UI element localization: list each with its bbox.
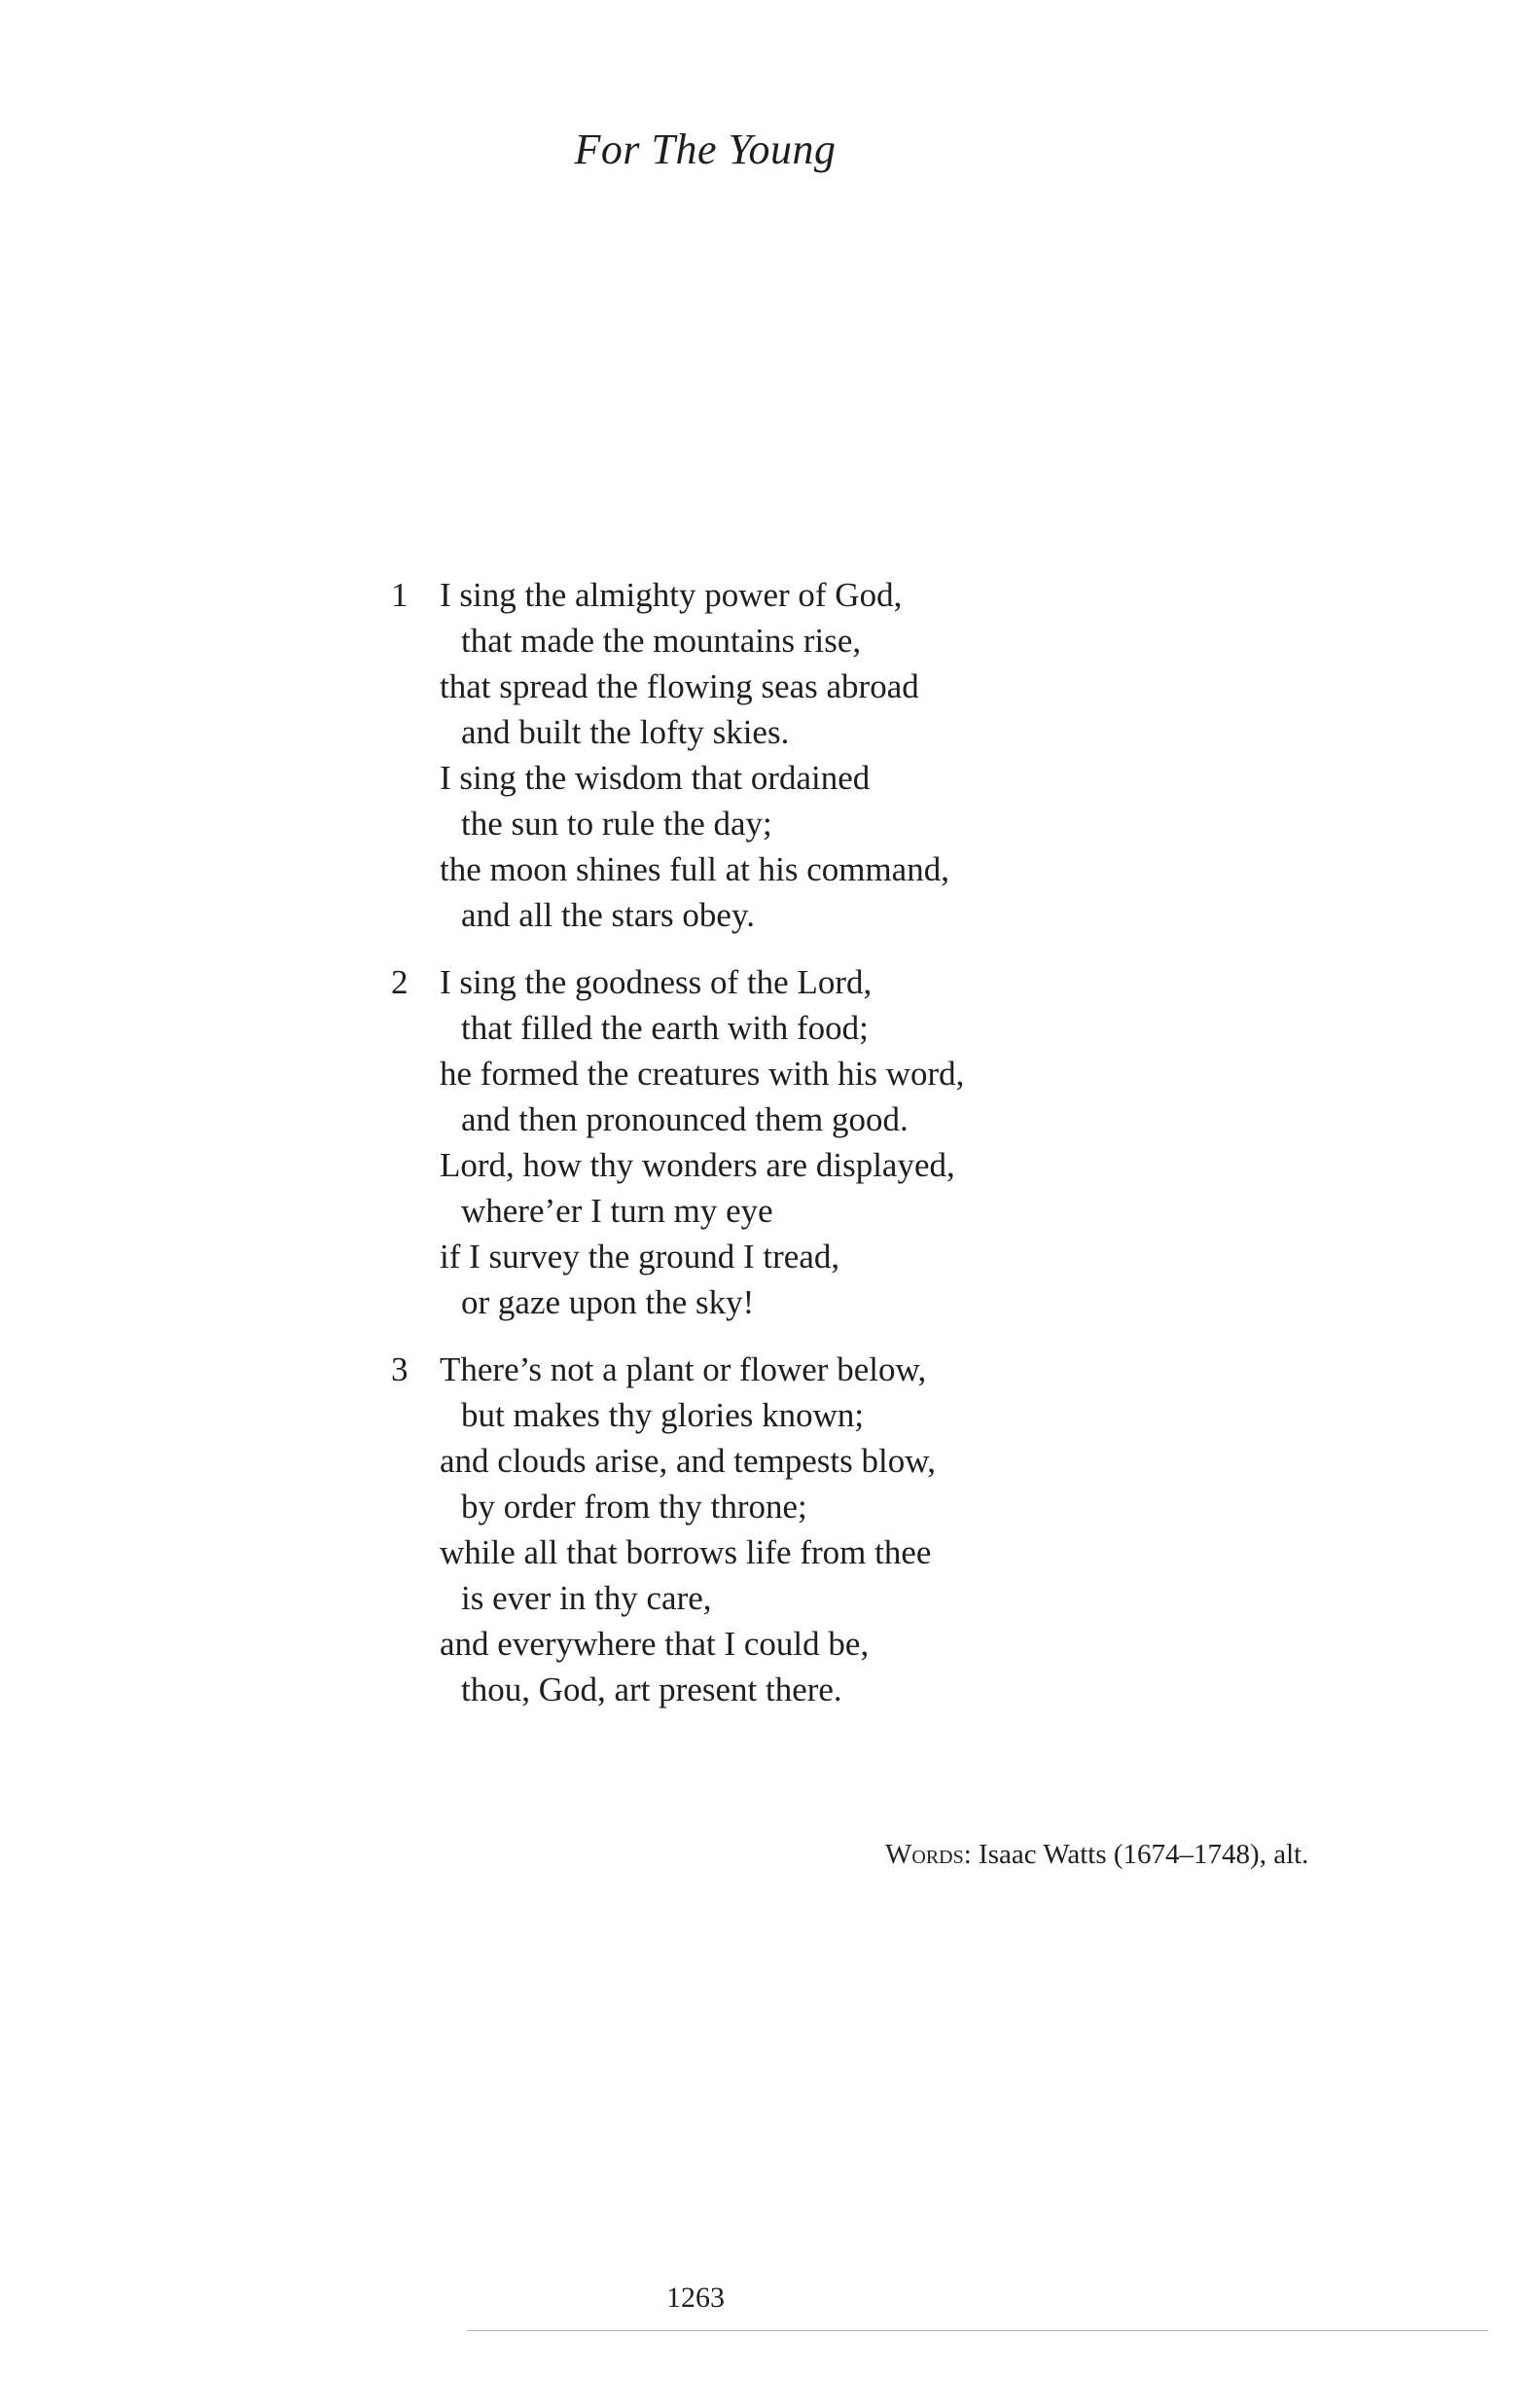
verse-line: thou, God, art present there. <box>461 1671 842 1708</box>
verse-line: I sing the wisdom that ordained <box>440 759 871 797</box>
verse-line: but makes thy glories known; <box>461 1396 865 1434</box>
verse-lines <box>440 959 1266 1325</box>
credit-label: Words: <box>885 1839 972 1870</box>
verse-line: the sun to rule the day; <box>461 805 772 843</box>
verse-lines <box>440 1347 1266 1712</box>
verse-line: he formed the creatures with his word, <box>440 1055 965 1093</box>
verse-line: and clouds arise, and tempests blow, <box>440 1442 936 1480</box>
verse-line: is ever in thy care, <box>461 1579 712 1617</box>
verse-line: I sing the goodness of the Lord, <box>440 963 873 1001</box>
verse-line: that made the mountains rise, <box>461 622 862 660</box>
verse-line: and all the stars obey. <box>461 896 755 934</box>
verse-number: 2 <box>391 963 409 1001</box>
verse-line: There’s not a plant or flower below, <box>440 1350 927 1388</box>
page-number: 1263 <box>666 2282 725 2314</box>
verse-line: and everywhere that I could be, <box>440 1625 870 1663</box>
verse-line: if I survey the ground I tread, <box>440 1238 840 1276</box>
verse-line: and built the lofty skies. <box>461 713 790 751</box>
verse-number: 3 <box>391 1350 409 1388</box>
verse-line: and then pronounced them good. <box>461 1100 909 1138</box>
verse-lines <box>440 572 1266 938</box>
verse-line: by order from thy throne; <box>461 1488 807 1526</box>
page-title: For The Young <box>574 126 837 173</box>
verse-line: where’er I turn my eye <box>461 1192 773 1230</box>
verse-line: the moon shines full at his command, <box>440 850 949 888</box>
verse-line: that spread the flowing seas abroad <box>440 667 919 705</box>
verse-line: Lord, how thy wonders are displayed, <box>440 1146 955 1184</box>
words-credit <box>885 1839 1308 1871</box>
verse-line: that filled the earth with food; <box>461 1009 869 1047</box>
bottom-rule <box>467 2330 1488 2331</box>
credit-text: Isaac Watts (1674–1748), alt. <box>979 1839 1309 1870</box>
hymn-text <box>391 572 1266 1734</box>
verse-1 <box>391 572 1266 938</box>
verse-line: while all that borrows life from thee <box>440 1533 932 1571</box>
verse-3 <box>391 1347 1266 1712</box>
verse-number: 1 <box>391 576 409 614</box>
verse-line: I sing the almighty power of God, <box>440 576 903 614</box>
verse-line: or gaze upon the sky! <box>461 1283 755 1321</box>
verse-2 <box>391 959 1266 1325</box>
